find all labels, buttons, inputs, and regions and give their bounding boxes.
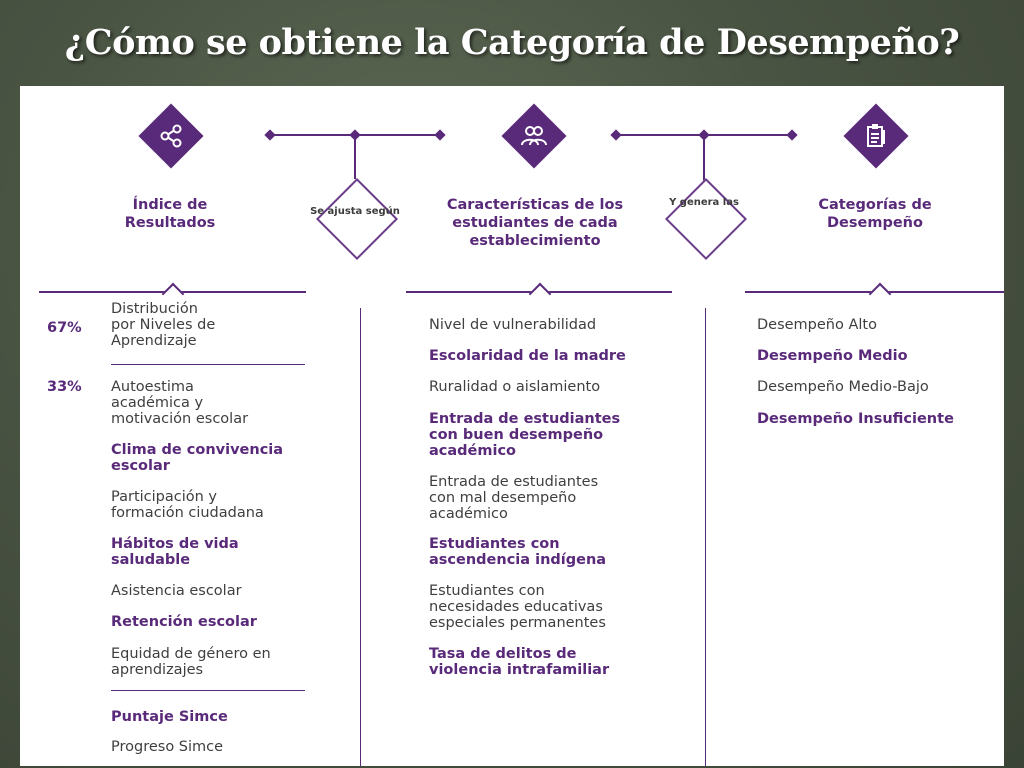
connector-drop xyxy=(354,136,356,179)
students-group-icon xyxy=(504,106,564,166)
list-item: Estudiantes con ascendencia indígena xyxy=(429,536,607,568)
connector-endpoint xyxy=(434,129,445,140)
slide-title: ¿Cómo se obtiene la Categoría de Desempeño? xyxy=(64,22,960,63)
share-network-icon xyxy=(141,106,201,166)
connector-endpoint xyxy=(264,129,275,140)
list-item: Progreso Simce xyxy=(111,739,224,755)
connector-label-second: Y genera las xyxy=(669,197,739,208)
group-divider xyxy=(111,690,305,691)
list-item: Estudiantes con necesidades educativas especiales permanentes xyxy=(429,583,606,631)
diagram-panel xyxy=(20,86,1004,766)
shelf-notch xyxy=(529,283,552,306)
clipboard-list-icon xyxy=(846,106,906,166)
list-item: Escolaridad de la madre xyxy=(429,348,626,364)
heading-results: Índice de Resultados xyxy=(124,197,216,231)
column-divider xyxy=(360,308,361,766)
list-item: Desempeño Medio-Bajo xyxy=(757,379,929,395)
connector-diamond-second xyxy=(665,178,747,260)
list-item: Asistencia escolar xyxy=(111,583,242,599)
connector-drop xyxy=(703,136,705,182)
group-divider xyxy=(111,364,305,365)
list-item: Entrada de estudiantes con buen desempeño académico xyxy=(429,411,621,459)
list-item: Desempeño Alto xyxy=(757,317,877,333)
heading-categories: Categorías de Desempeño xyxy=(818,197,932,231)
list-item: Distribución por Niveles de Aprendizaje xyxy=(111,301,216,349)
list-item: Nivel de vulnerabilidad xyxy=(429,317,597,333)
percent-label: 67% xyxy=(47,320,82,336)
connector-diamond-first xyxy=(316,178,398,260)
list-item: Retención escolar xyxy=(111,614,257,630)
list-item: Entrada de estudiantes con mal desempeño académico xyxy=(429,474,599,522)
shelf-notch xyxy=(869,283,892,306)
heading-characteristics: Características de los estudiantes de cada establecimiento xyxy=(446,197,624,249)
connector-endpoint xyxy=(786,129,797,140)
list-item: Tasa de delitos de violencia intrafamiliar xyxy=(429,646,610,678)
list-item: Participación y formación ciudadana xyxy=(111,489,264,521)
percent-label: 33% xyxy=(47,379,82,395)
list-item: Equidad de género en aprendizajes xyxy=(111,646,271,678)
list-item: Hábitos de vida saludable xyxy=(111,536,239,568)
connector-endpoint xyxy=(610,129,621,140)
list-item: Desempeño Medio xyxy=(757,348,908,364)
list-item: Ruralidad o aislamiento xyxy=(429,379,601,395)
connector-label-first: Se ajusta según xyxy=(310,206,400,217)
list-item: Desempeño Insuficiente xyxy=(757,411,954,427)
list-item: Clima de convivencia escolar xyxy=(111,442,284,474)
column-divider xyxy=(705,308,706,766)
list-item: Autoestima académica y motivación escolar xyxy=(111,379,249,427)
list-item: Puntaje Simce xyxy=(111,709,228,725)
